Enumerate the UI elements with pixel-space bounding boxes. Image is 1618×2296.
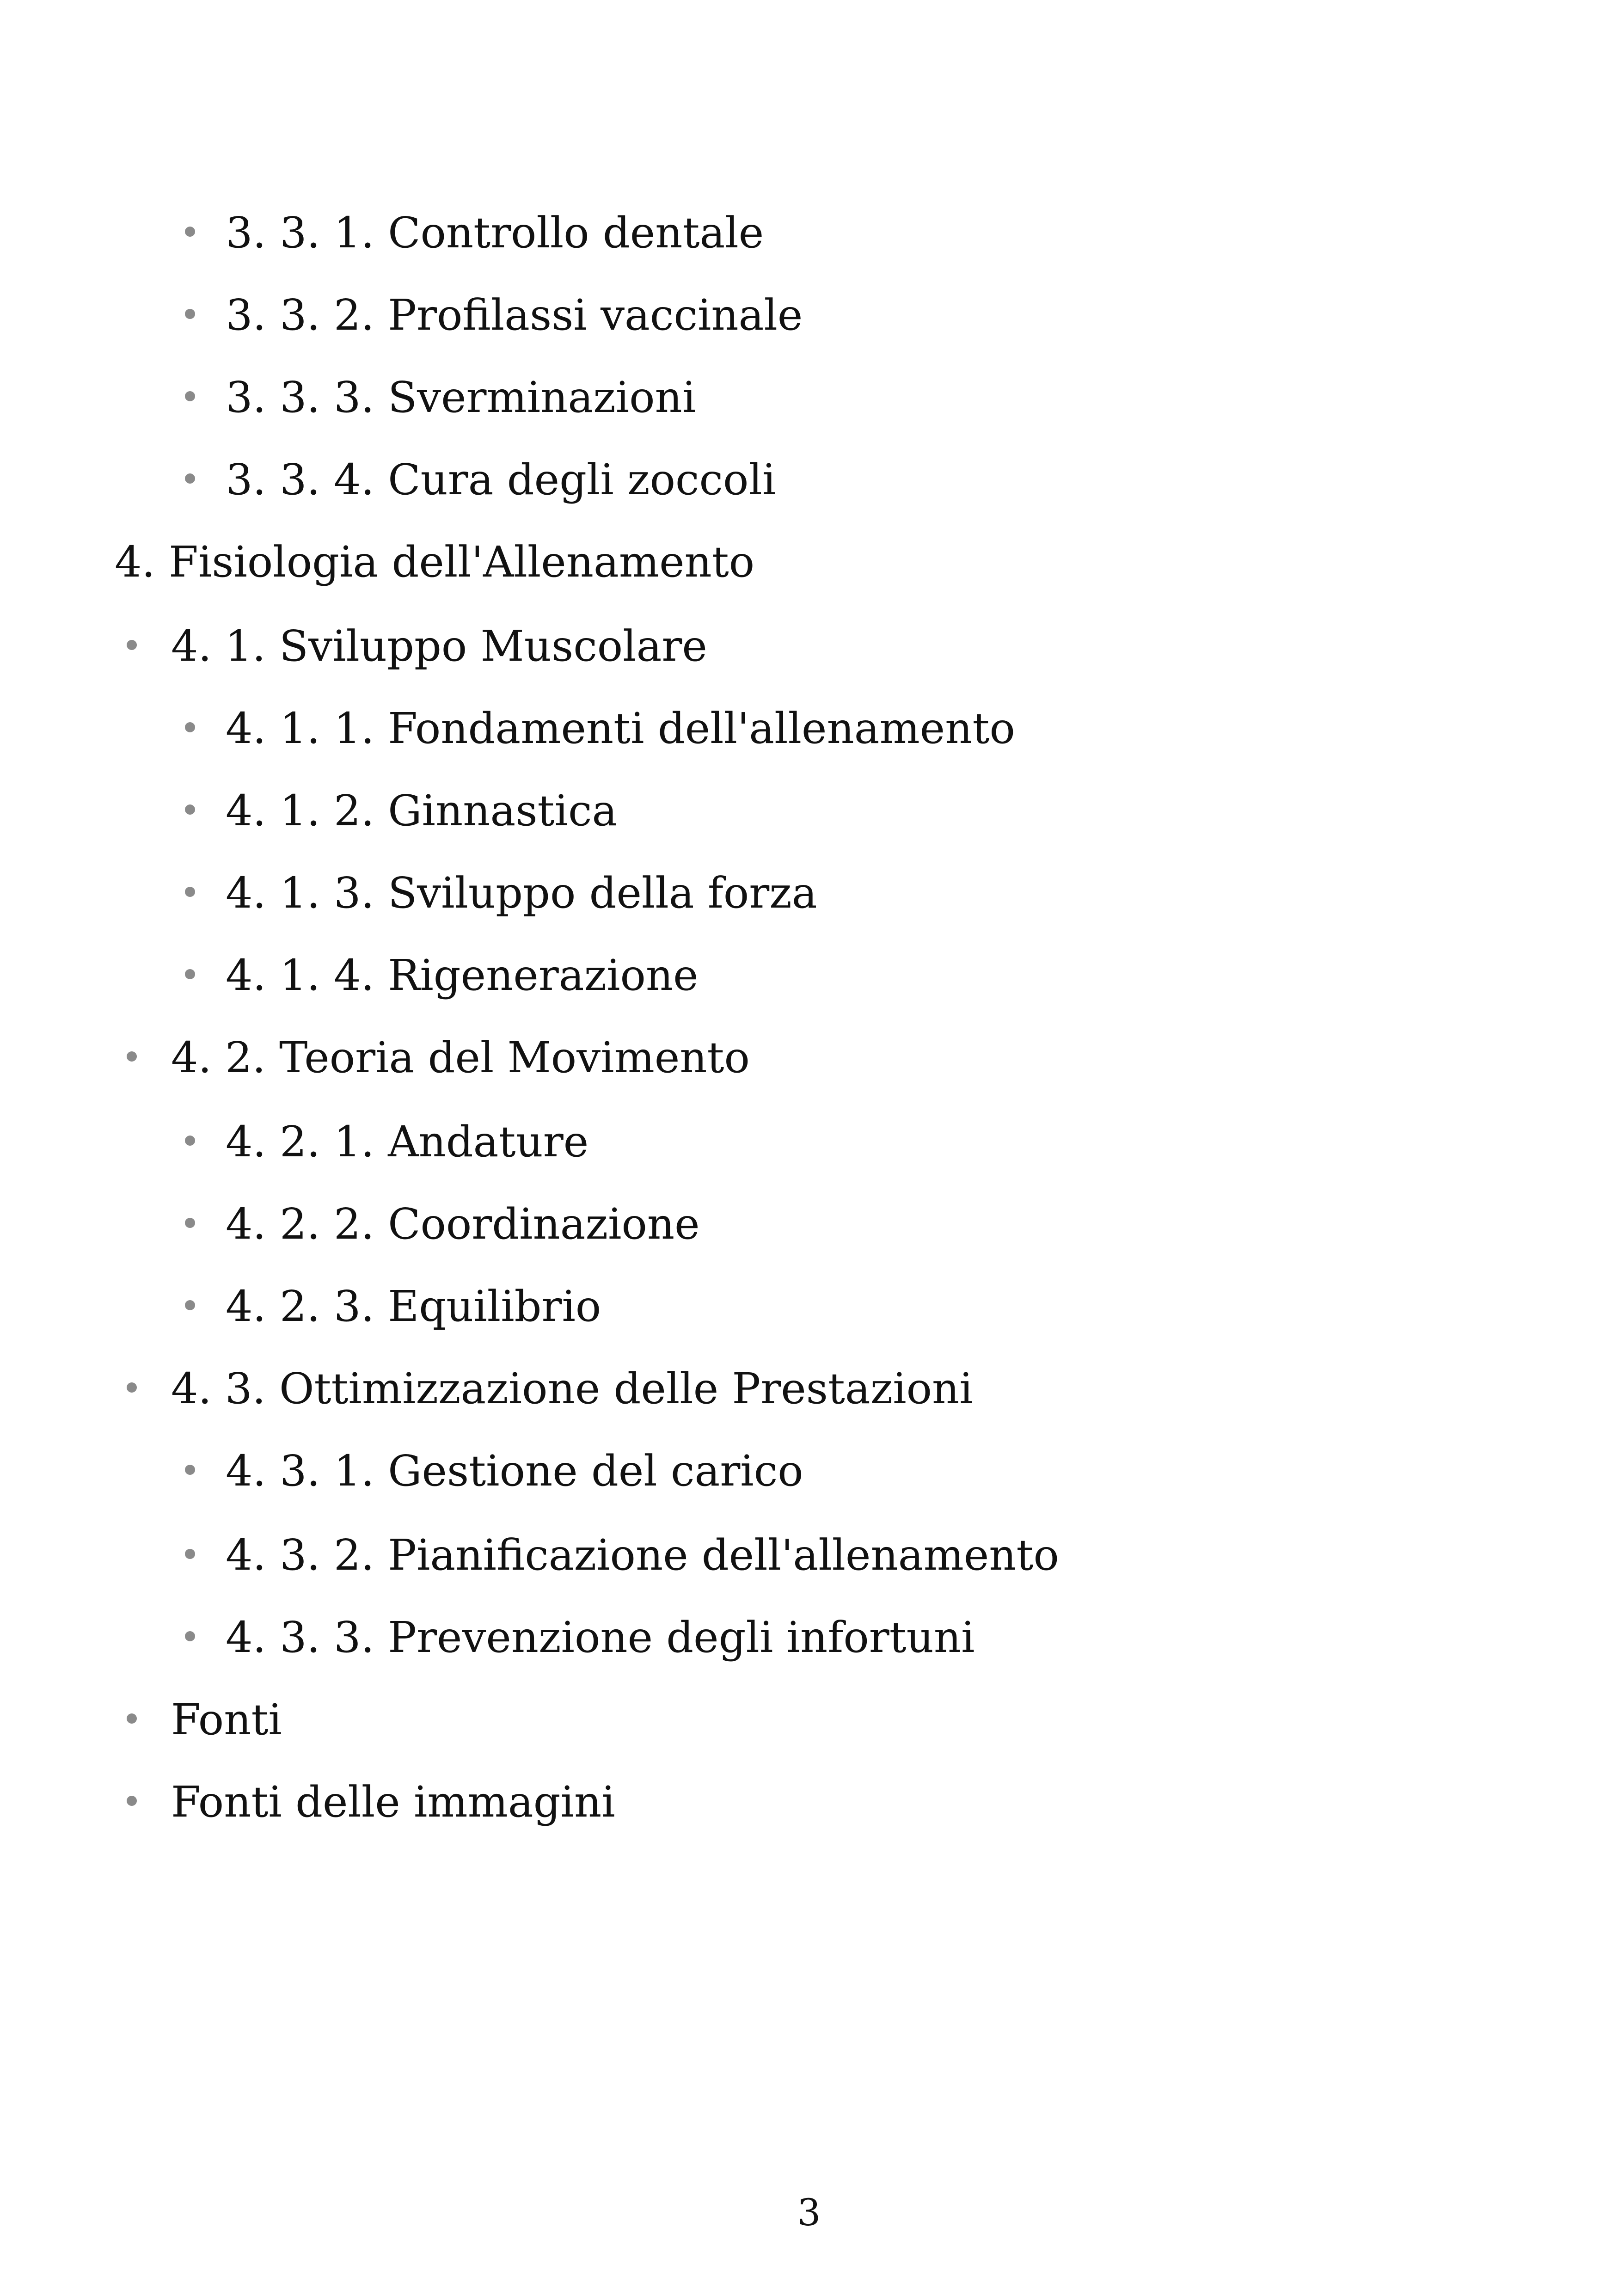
toc-entry[interactable] (226, 1282, 601, 1331)
bullet-icon (185, 804, 195, 815)
toc-entry-label: 4. 2. 1. Andature (226, 1117, 589, 1166)
toc-entry-label: Fonti delle immagini (171, 1777, 615, 1827)
bullet-icon (185, 391, 195, 401)
toc-entry[interactable] (226, 1613, 975, 1662)
toc-entry[interactable] (226, 868, 817, 918)
toc-chapter-heading[interactable] (115, 537, 755, 587)
toc-entry[interactable] (226, 786, 618, 835)
bullet-icon (127, 1713, 137, 1724)
toc-entry[interactable] (226, 1446, 803, 1496)
toc-entry[interactable] (226, 1117, 589, 1166)
toc-entry-label: 4. 2. 2. Coordinazione (226, 1199, 700, 1249)
toc-entry[interactable] (226, 951, 699, 1000)
bullet-icon (185, 1549, 195, 1559)
bullet-icon (185, 1136, 195, 1146)
bullet-icon (127, 1382, 137, 1393)
toc-entry[interactable] (171, 1777, 615, 1827)
toc-entry[interactable] (226, 208, 764, 258)
toc-entry[interactable] (171, 621, 707, 671)
toc-entry-label: 4. 2. Teoria del Movimento (171, 1033, 750, 1082)
bullet-icon (127, 640, 137, 650)
toc-entry-label: 3. 3. 1. Controllo dentale (226, 208, 764, 258)
bullet-icon (185, 1300, 195, 1310)
toc-entry[interactable] (226, 290, 803, 340)
bullet-icon (185, 887, 195, 897)
toc-entry-label: 4. 1. 3. Sviluppo della forza (226, 868, 817, 918)
bullet-icon (185, 473, 195, 484)
toc-entry[interactable] (171, 1033, 750, 1082)
toc-entry-label: 4. 3. 1. Gestione del carico (226, 1446, 803, 1496)
toc-entry[interactable] (226, 373, 696, 422)
toc-entry[interactable] (226, 455, 776, 504)
toc-entry[interactable] (171, 1695, 282, 1744)
toc-entry[interactable] (171, 1364, 973, 1413)
bullet-icon (127, 1051, 137, 1062)
toc-entry[interactable] (226, 1199, 700, 1249)
toc-entry-label: 3. 3. 2. Profilassi vaccinale (226, 290, 803, 340)
toc-entry-label: 4. 2. 3. Equilibrio (226, 1282, 601, 1331)
toc-entry-label: 4. 3. Ottimizzazione delle Prestazioni (171, 1364, 973, 1413)
toc-entry-label: 4. 1. 4. Rigenerazione (226, 951, 699, 1000)
bullet-icon (185, 1465, 195, 1475)
toc-entry[interactable] (226, 1530, 1059, 1580)
toc-entry-label: 3. 3. 3. Sverminazioni (226, 373, 696, 422)
toc-entry[interactable] (226, 704, 1015, 753)
bullet-icon (185, 309, 195, 319)
bullet-icon (185, 722, 195, 732)
toc-entry-label: 4. Fisiologia dell'Allenamento (115, 537, 755, 587)
bullet-icon (185, 969, 195, 979)
page-number: 3 (797, 2191, 821, 2234)
toc-entry-label: Fonti (171, 1695, 282, 1744)
bullet-icon (185, 227, 195, 237)
toc-entry-label: 4. 1. 1. Fondamenti dell'allenamento (226, 704, 1015, 753)
bullet-icon (185, 1631, 195, 1641)
bullet-icon (127, 1796, 137, 1806)
toc-entry-label: 4. 1. 2. Ginnastica (226, 786, 618, 835)
toc-entry-label: 4. 3. 2. Pianificazione dell'allenamento (226, 1530, 1059, 1580)
toc-entry-label: 4. 3. 3. Prevenzione degli infortuni (226, 1613, 975, 1662)
toc-entry-label: 3. 3. 4. Cura degli zoccoli (226, 455, 776, 504)
toc-entry-label: 4. 1. Sviluppo Muscolare (171, 621, 707, 671)
bullet-icon (185, 1218, 195, 1228)
